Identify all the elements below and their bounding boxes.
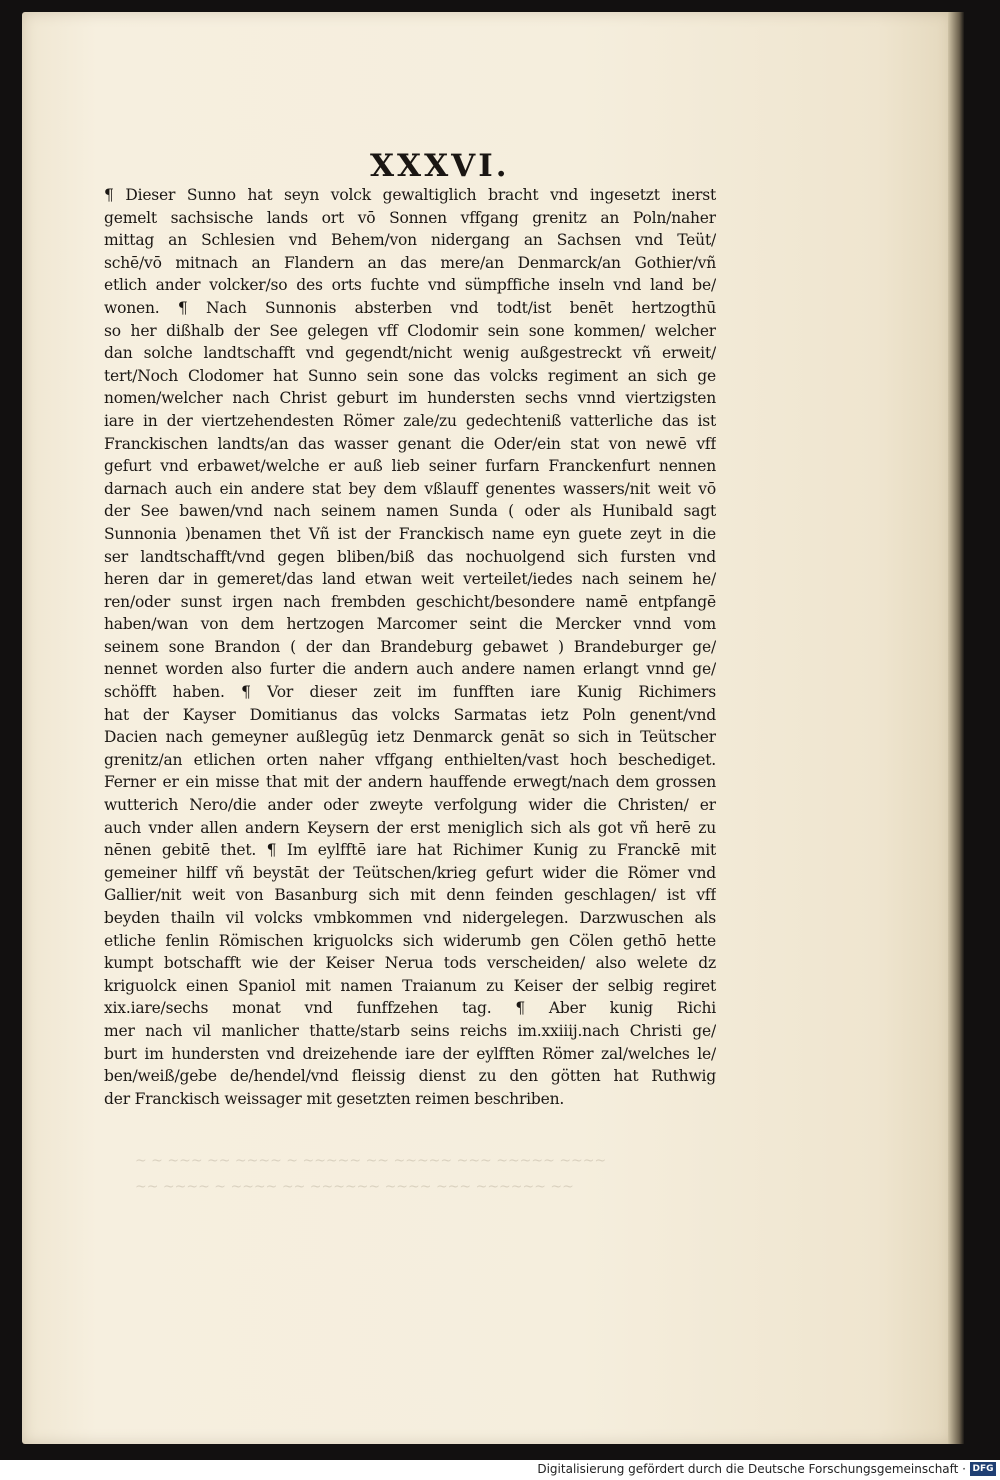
text-line: xix.iare/sechs monat vnd funffzehen tag. ¶ Aber kunig Richi — [104, 999, 716, 1018]
folio-number: XXXVI. — [370, 148, 510, 184]
text-line: kumpt botschafft wie der Keiser Nerua tods verscheiden/ also welete dz — [104, 954, 716, 973]
text-line: Gallier/nit weit von Basanburg sich mit denn feinden geschlagen/ ist vff — [104, 886, 716, 905]
text-line: schöfft haben. ¶ Vor dieser zeit im funfften iare Kunig Richimers — [104, 683, 716, 702]
text-line: etliche fenlin Römischen kriguolcks sich widerumb gen Cölen gethō hette — [104, 931, 716, 950]
text-line: Sunnonia )benamen thet Vñ ist der Franckisch name eyn guete zeyt in die — [104, 524, 716, 543]
text-line: mer nach vil manlicher thatte/starb seins reichs im.xxiiij.nach Christi ge/ — [104, 1021, 716, 1040]
text-line: ren/oder sunst irgen nach frembden geschicht/besondere namē entpfangē — [104, 592, 716, 611]
text-line: dan solche landtschafft vnd gegendt/nicht wenig außgestreckt vñ erweit/ — [104, 344, 716, 363]
text-line: ¶ Dieser Sunno hat seyn volck gewaltiglich bracht vnd ingesetzt inerst — [104, 186, 716, 204]
text-line: ser landtschafft/vnd gegen bliben/biß das nochuolgend sich fursten vnd — [104, 547, 716, 566]
text-line: gemelt sachsische lands ort vō Sonnen vffgang grenitz an Poln/naher — [104, 208, 716, 227]
page-edge-shadow — [948, 12, 964, 1444]
text-line: beyden thailn vil volcks vmbkommen vnd nidergelegen. Darzwuschen als — [104, 909, 716, 927]
text-line: Ferner er ein misse that mit der andern hauffende erwegt/nach dem grossen — [104, 773, 716, 792]
text-line: nēnen gebitē thet. ¶ Im eylfftē iare hat Richimer Kunig zu Franckē mit — [104, 841, 716, 860]
text-line: iare in der viertzehendesten Römer zale/zu gedechteniß vatterliche das ist — [104, 411, 716, 430]
text-line: so her dißhalb der See gelegen vff Clodomir sein sone kommen/ welcher — [104, 321, 716, 340]
text-line: mittag an Schlesien vnd Behem/von nidergang an Sachsen vnd Teüt/ — [104, 231, 716, 250]
text-line: Franckischen landts/an das wasser genant die Oder/ein stat von newē vff — [104, 434, 716, 453]
body-text — [104, 184, 716, 1110]
text-line: burt im hundersten vnd dreizehende iare der eylfften Römer zal/welches le/ — [104, 1044, 716, 1063]
text-line: heren dar in gemeret/das land etwan weit verteilet/iedes nach seinem he/ — [104, 570, 716, 589]
text-line: tert/Noch Clodomer hat Sunno sein sone das volcks regiment an sich ge — [104, 366, 716, 385]
text-line: gefurt vnd erbawet/welche er auß lieb seiner furfarn Franckenfurt nennen — [104, 457, 716, 476]
text-line: etlich ander volcker/so des orts fuchte vnd sümpffiche inseln vnd land be/ — [104, 276, 716, 295]
footer-credit: Digitalisierung gefördert durch die Deutsche Forschungsgemeinschaft · — [537, 1462, 966, 1476]
text-line: darnach auch ein andere stat bey dem vßlauff genentes wassers/nit weit vō — [104, 479, 716, 498]
text-line: auch vnder allen andern Keysern der erst meniglich sich als got vñ herē zu — [104, 818, 716, 837]
text-line: nomen/welcher nach Christ geburt im hundersten sechs vnnd viertzigsten — [104, 389, 716, 408]
text-line: nennet worden also furter die andern auch andere namen erlangt vnnd ge/ — [104, 660, 716, 679]
text-line: schē/vō mitnach an Flandern an das mere/an Denmarck/an Gothier/vñ — [104, 253, 716, 272]
text-line: der Franckisch weissager mit gesetzten reimen beschriben. — [104, 1089, 565, 1108]
text-line: wutterich Nero/die ander oder zweyte verfolgung wider die Christen/ er — [104, 796, 716, 815]
text-line: grenitz/an etlichen orten naher vffgang enthielten/vast hoch beschediget. — [104, 750, 716, 769]
text-line: hat der Kayser Domitianus das volcks Sarmatas ietz Poln genent/vnd — [104, 705, 716, 724]
text-line: haben/wan von dem hertzogen Marcomer seint die Mercker vnnd vom — [104, 615, 716, 634]
text-line: gemeiner hilff vñ beystāt der Teütschen/krieg gefurt wider die Römer vnd — [104, 863, 716, 882]
text-line: wonen. ¶ Nach Sunnonis absterben vnd todt/ist benēt hertzogthū — [104, 298, 716, 317]
text-line: der See bawen/vnd nach seinem namen Sunda ( oder als Hunibald sagt — [104, 502, 716, 521]
dfg-logo: DFG — [970, 1462, 996, 1476]
text-line: ben/weiß/gebe de/hendel/vnd fleissig dienst zu den götten hat Ruthwig — [104, 1067, 716, 1086]
text-line: kriguolck einen Spaniol mit namen Traianum zu Keiser der selbig regiret — [104, 976, 716, 995]
text-line: Dacien nach gemeyner außlegūg ietz Denmarck genāt so sich in Teütscher — [104, 728, 716, 747]
text-line: seinem sone Brandon ( der dan Brandeburg gebawet ) Brandeburger ge/ — [104, 637, 716, 656]
bleed-through-text: ~ ~ ~~~ ~~ ~~~~ ~ ~~~~~ ~~ ~~~~~ ~~~ ~~~~~ ~~~~ ~~ ~~~~ ~ ~~~~ ~~ ~~~~~~ ~~~~ ~~~ ~~~~~~ ~~ — [135, 1153, 607, 1195]
